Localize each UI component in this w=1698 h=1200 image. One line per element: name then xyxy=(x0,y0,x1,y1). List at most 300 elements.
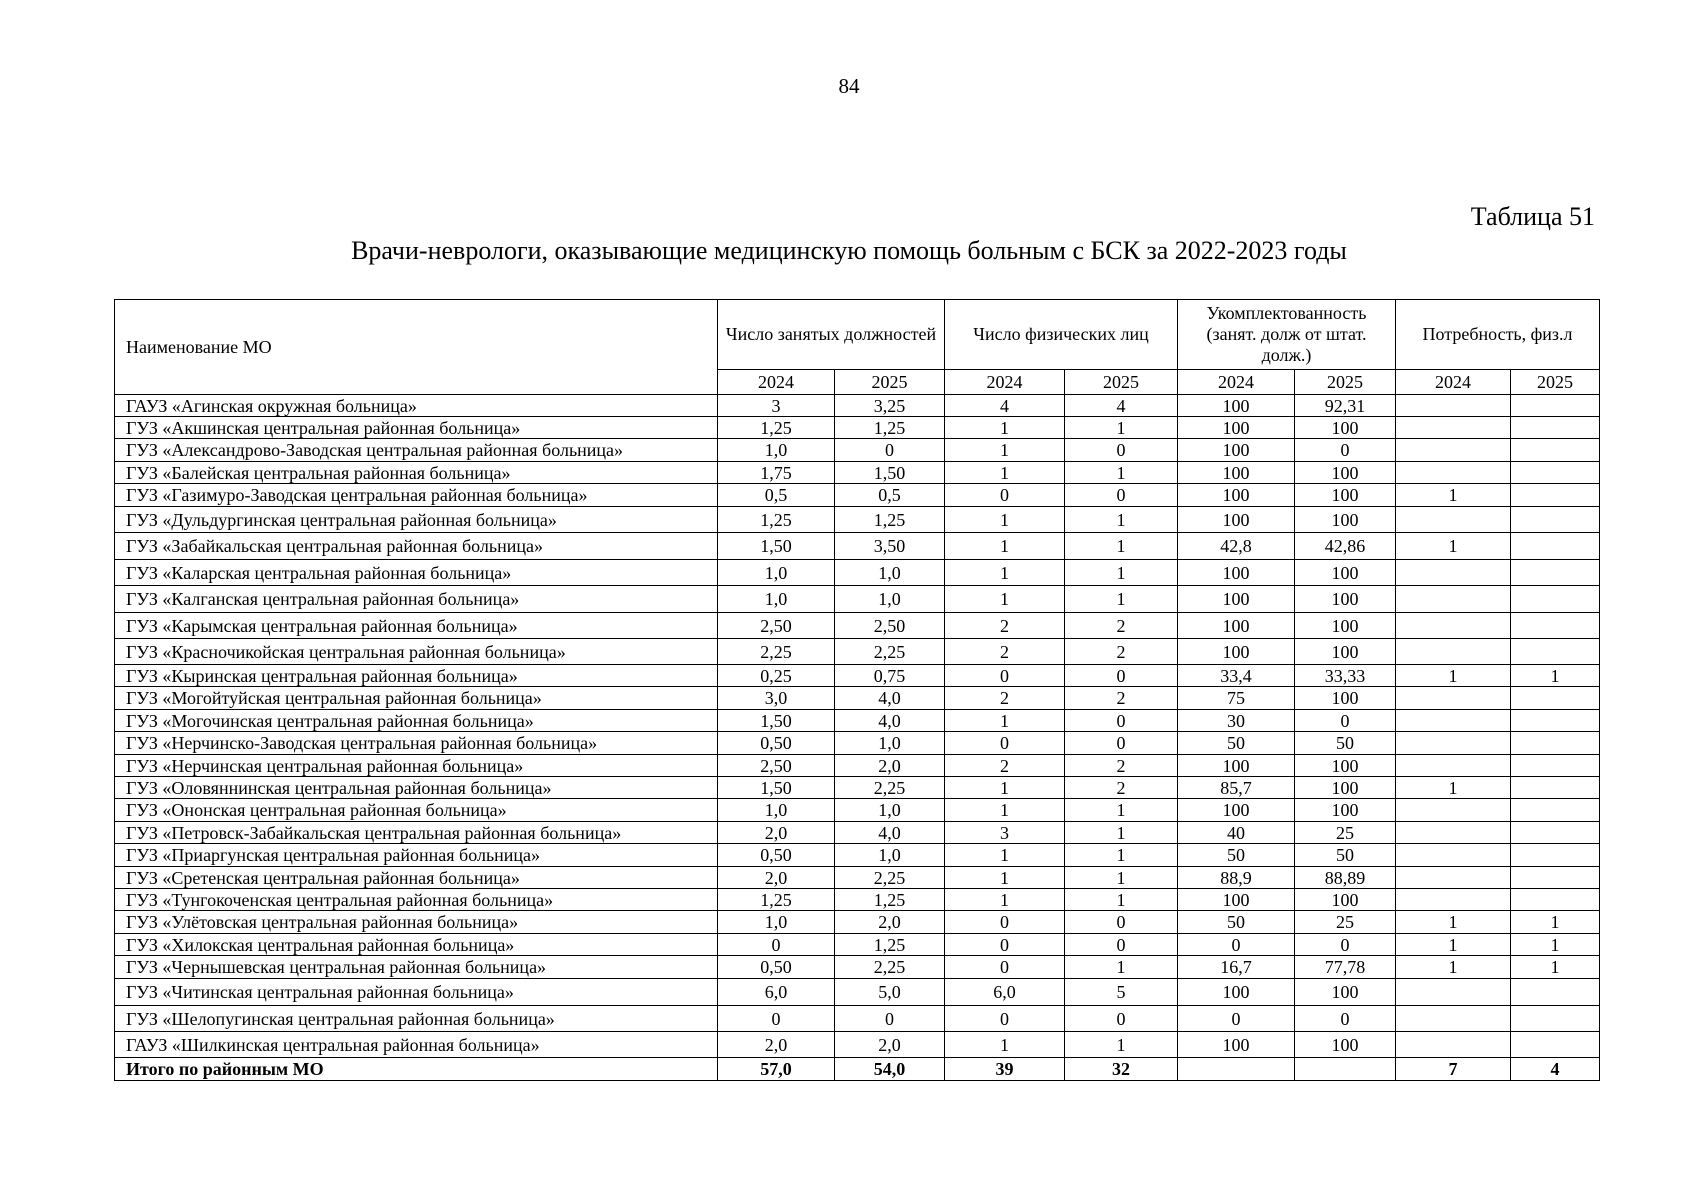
value-cell: 100 xyxy=(1295,484,1396,507)
value-cell xyxy=(1396,755,1511,777)
mo-name-cell: ГУЗ «Ононская центральная районная больница» xyxy=(115,799,718,822)
value-cell: 1,25 xyxy=(835,934,945,956)
value-cell: 5 xyxy=(1065,979,1178,1006)
value-cell: 1,25 xyxy=(835,889,945,911)
table-row xyxy=(115,462,1600,484)
value-cell: 50 xyxy=(1178,911,1295,934)
mo-name-cell: ГУЗ «Петровск-Забайкальская центральная районная больница» xyxy=(115,822,718,844)
value-cell: 2,0 xyxy=(718,1032,835,1058)
value-cell: 0 xyxy=(945,956,1065,979)
value-cell: 1,0 xyxy=(718,560,835,586)
value-cell xyxy=(1511,822,1600,844)
header-row xyxy=(115,300,1600,370)
value-cell: 0 xyxy=(1065,665,1178,687)
mo-name-cell: ГУЗ «Каларская центральная районная больница» xyxy=(115,560,718,586)
value-cell: 30 xyxy=(1178,710,1295,732)
value-cell: 100 xyxy=(1295,560,1396,586)
value-cell: 1 xyxy=(1065,889,1178,911)
value-cell: 3,0 xyxy=(718,687,835,710)
value-cell: 2,25 xyxy=(835,777,945,799)
value-cell: 16,7 xyxy=(1178,956,1295,979)
mo-name-cell: ГУЗ «Александрово-Заводская центральная районная больница» xyxy=(115,439,718,462)
table-row xyxy=(115,867,1600,889)
value-cell: 1,0 xyxy=(835,586,945,613)
value-cell xyxy=(1396,844,1511,867)
value-cell: 1 xyxy=(945,867,1065,889)
value-cell: 1 xyxy=(1396,777,1511,799)
header-year: 2025 xyxy=(1295,370,1396,395)
value-cell: 0 xyxy=(1295,1006,1396,1032)
value-cell: 6,0 xyxy=(718,979,835,1006)
value-cell: 0 xyxy=(1295,439,1396,462)
value-cell: 1 xyxy=(1065,956,1178,979)
table-row xyxy=(115,395,1600,417)
value-cell: 0 xyxy=(835,439,945,462)
header-staffing: Укомплектованность (занят. долж от штат. долж.) xyxy=(1178,300,1396,370)
header-year: 2025 xyxy=(1065,370,1178,395)
value-cell: 0 xyxy=(1295,710,1396,732)
value-cell: 1 xyxy=(1065,417,1178,439)
value-cell: 1 xyxy=(945,533,1065,560)
value-cell: 1 xyxy=(945,889,1065,911)
value-cell: 0 xyxy=(1065,484,1178,507)
mo-name-cell: ГУЗ «Чернышевская центральная районная больница» xyxy=(115,956,718,979)
value-cell xyxy=(1396,732,1511,755)
value-cell: 2,25 xyxy=(835,639,945,665)
value-cell xyxy=(1396,889,1511,911)
total-value-cell xyxy=(1295,1058,1396,1081)
value-cell xyxy=(1511,687,1600,710)
value-cell: 75 xyxy=(1178,687,1295,710)
table-row xyxy=(115,586,1600,613)
value-cell: 2 xyxy=(945,613,1065,639)
value-cell: 1 xyxy=(1511,911,1600,934)
value-cell: 2 xyxy=(1065,613,1178,639)
value-cell: 100 xyxy=(1178,560,1295,586)
table-number: Таблица 51 xyxy=(1470,202,1595,231)
table-row xyxy=(115,507,1600,533)
table-row xyxy=(115,934,1600,956)
value-cell: 1,0 xyxy=(835,732,945,755)
value-cell: 1,25 xyxy=(835,417,945,439)
value-cell: 1,25 xyxy=(835,507,945,533)
value-cell: 2,0 xyxy=(835,911,945,934)
value-cell: 2 xyxy=(1065,777,1178,799)
value-cell: 1 xyxy=(1511,934,1600,956)
value-cell: 3,50 xyxy=(835,533,945,560)
value-cell: 1 xyxy=(1396,484,1511,507)
value-cell: 100 xyxy=(1178,755,1295,777)
value-cell: 2,25 xyxy=(718,639,835,665)
header-year: 2025 xyxy=(1511,370,1600,395)
value-cell xyxy=(1396,687,1511,710)
value-cell: 0 xyxy=(945,484,1065,507)
value-cell xyxy=(1511,586,1600,613)
value-cell: 0 xyxy=(1178,934,1295,956)
value-cell: 1,50 xyxy=(718,777,835,799)
table-row xyxy=(115,979,1600,1006)
value-cell xyxy=(1511,639,1600,665)
value-cell xyxy=(1511,560,1600,586)
value-cell: 2,0 xyxy=(835,1032,945,1058)
table-row xyxy=(115,665,1600,687)
header-name: Наименование МО xyxy=(115,300,718,395)
value-cell: 0 xyxy=(1065,911,1178,934)
value-cell xyxy=(1396,1032,1511,1058)
value-cell xyxy=(1396,639,1511,665)
value-cell: 100 xyxy=(1295,889,1396,911)
value-cell: 0,50 xyxy=(718,844,835,867)
mo-name-cell: ГУЗ «Красночикойская центральная районная больница» xyxy=(115,639,718,665)
value-cell: 6,0 xyxy=(945,979,1065,1006)
value-cell: 0 xyxy=(945,934,1065,956)
value-cell: 50 xyxy=(1178,844,1295,867)
table-row xyxy=(115,732,1600,755)
value-cell: 2,0 xyxy=(718,822,835,844)
value-cell: 100 xyxy=(1178,395,1295,417)
table-row xyxy=(115,484,1600,507)
value-cell: 100 xyxy=(1178,1032,1295,1058)
table-row xyxy=(115,439,1600,462)
value-cell: 100 xyxy=(1178,586,1295,613)
value-cell xyxy=(1511,710,1600,732)
value-cell: 1 xyxy=(1396,533,1511,560)
value-cell xyxy=(1511,533,1600,560)
value-cell: 0,75 xyxy=(835,665,945,687)
value-cell xyxy=(1396,439,1511,462)
mo-name-cell: ГУЗ «Акшинская центральная районная больница» xyxy=(115,417,718,439)
value-cell: 2,50 xyxy=(835,613,945,639)
total-value-cell: 54,0 xyxy=(835,1058,945,1081)
value-cell: 3,25 xyxy=(835,395,945,417)
value-cell: 2,50 xyxy=(718,613,835,639)
value-cell: 100 xyxy=(1178,613,1295,639)
page-number: 84 xyxy=(838,74,860,98)
value-cell: 3 xyxy=(945,822,1065,844)
value-cell: 100 xyxy=(1178,484,1295,507)
value-cell: 1 xyxy=(1065,844,1178,867)
header-positions: Число занятых должностей xyxy=(718,300,945,370)
value-cell: 0 xyxy=(945,1006,1065,1032)
header-need: Потребность, физ.л xyxy=(1396,300,1600,370)
value-cell: 0 xyxy=(1065,439,1178,462)
table-body xyxy=(115,395,1600,1081)
total-value-cell: 57,0 xyxy=(718,1058,835,1081)
mo-name-cell: ГУЗ «Приаргунская центральная районная больница» xyxy=(115,844,718,867)
header-year: 2024 xyxy=(718,370,835,395)
value-cell: 88,89 xyxy=(1295,867,1396,889)
value-cell: 4,0 xyxy=(835,687,945,710)
mo-name-cell: ГУЗ «Дульдургинская центральная районная больница» xyxy=(115,507,718,533)
header-persons: Число физических лиц xyxy=(945,300,1178,370)
mo-name-cell: ГУЗ «Шелопугинская центральная районная больница» xyxy=(115,1006,718,1032)
value-cell: 1 xyxy=(1396,911,1511,934)
value-cell xyxy=(1511,799,1600,822)
value-cell: 2 xyxy=(945,755,1065,777)
value-cell: 0 xyxy=(718,1006,835,1032)
value-cell: 2 xyxy=(945,639,1065,665)
value-cell: 1 xyxy=(1065,799,1178,822)
value-cell: 100 xyxy=(1178,462,1295,484)
value-cell: 0 xyxy=(945,665,1065,687)
total-row xyxy=(115,1058,1600,1081)
value-cell: 100 xyxy=(1295,417,1396,439)
value-cell: 88,9 xyxy=(1178,867,1295,889)
mo-name-cell: ГУЗ «Карымская центральная районная больница» xyxy=(115,613,718,639)
value-cell: 1 xyxy=(945,777,1065,799)
mo-name-cell: ГУЗ «Улётовская центральная районная больница» xyxy=(115,911,718,934)
mo-name-cell: ГУЗ «Сретенская центральная районная больница» xyxy=(115,867,718,889)
value-cell: 100 xyxy=(1295,799,1396,822)
table-row xyxy=(115,777,1600,799)
table-row xyxy=(115,1006,1600,1032)
value-cell: 1,0 xyxy=(835,799,945,822)
value-cell: 1,50 xyxy=(718,533,835,560)
value-cell xyxy=(1511,1006,1600,1032)
mo-name-cell: ГУЗ «Нерчинско-Заводская центральная районная больница» xyxy=(115,732,718,755)
value-cell: 2,0 xyxy=(835,755,945,777)
table-row xyxy=(115,889,1600,911)
value-cell: 0 xyxy=(945,911,1065,934)
value-cell: 1 xyxy=(945,560,1065,586)
mo-name-cell: ГУЗ «Кыринская центральная районная больница» xyxy=(115,665,718,687)
value-cell: 100 xyxy=(1295,755,1396,777)
value-cell: 50 xyxy=(1178,732,1295,755)
value-cell xyxy=(1396,507,1511,533)
value-cell xyxy=(1511,889,1600,911)
value-cell xyxy=(1511,1032,1600,1058)
mo-name-cell: ГУЗ «Газимуро-Заводская центральная районная больница» xyxy=(115,484,718,507)
value-cell: 100 xyxy=(1295,1032,1396,1058)
value-cell: 1 xyxy=(1511,665,1600,687)
value-cell: 1 xyxy=(945,507,1065,533)
value-cell: 0,5 xyxy=(835,484,945,507)
value-cell xyxy=(1511,613,1600,639)
value-cell: 100 xyxy=(1295,613,1396,639)
value-cell xyxy=(1396,979,1511,1006)
table-row xyxy=(115,560,1600,586)
value-cell: 2,0 xyxy=(718,867,835,889)
total-value-cell xyxy=(1178,1058,1295,1081)
value-cell xyxy=(1511,395,1600,417)
header-year: 2024 xyxy=(1396,370,1511,395)
value-cell: 0 xyxy=(1065,1006,1178,1032)
value-cell: 1,75 xyxy=(718,462,835,484)
value-cell xyxy=(1511,462,1600,484)
value-cell: 1,0 xyxy=(718,586,835,613)
value-cell: 1,0 xyxy=(835,560,945,586)
total-value-cell: 4 xyxy=(1511,1058,1600,1081)
value-cell: 2 xyxy=(945,687,1065,710)
value-cell xyxy=(1396,417,1511,439)
value-cell: 100 xyxy=(1178,417,1295,439)
value-cell: 1,25 xyxy=(718,889,835,911)
table-row xyxy=(115,533,1600,560)
table-row xyxy=(115,687,1600,710)
value-cell: 1,0 xyxy=(835,844,945,867)
value-cell: 0 xyxy=(1178,1006,1295,1032)
value-cell: 50 xyxy=(1295,844,1396,867)
value-cell: 2,25 xyxy=(835,867,945,889)
value-cell: 50 xyxy=(1295,732,1396,755)
table-row xyxy=(115,613,1600,639)
value-cell: 0 xyxy=(945,732,1065,755)
value-cell: 0 xyxy=(1065,710,1178,732)
value-cell: 92,31 xyxy=(1295,395,1396,417)
value-cell: 1 xyxy=(1396,934,1511,956)
value-cell: 5,0 xyxy=(835,979,945,1006)
header-year: 2025 xyxy=(835,370,945,395)
value-cell xyxy=(1396,1006,1511,1032)
mo-name-cell: ГУЗ «Забайкальская центральная районная больница» xyxy=(115,533,718,560)
value-cell xyxy=(1511,777,1600,799)
value-cell: 0,50 xyxy=(718,732,835,755)
value-cell: 1 xyxy=(945,462,1065,484)
value-cell xyxy=(1396,462,1511,484)
value-cell: 1,0 xyxy=(718,911,835,934)
value-cell: 1 xyxy=(945,1032,1065,1058)
value-cell: 1 xyxy=(1065,462,1178,484)
value-cell: 100 xyxy=(1178,799,1295,822)
mo-name-cell: ГУЗ «Тунгокоченская центральная районная больница» xyxy=(115,889,718,911)
header-year: 2024 xyxy=(945,370,1065,395)
mo-name-cell: ГУЗ «Нерчинская центральная районная больница» xyxy=(115,755,718,777)
value-cell xyxy=(1511,507,1600,533)
value-cell: 1 xyxy=(945,417,1065,439)
mo-name-cell: ГУЗ «Могочинская центральная районная больница» xyxy=(115,710,718,732)
value-cell: 1,0 xyxy=(718,439,835,462)
value-cell: 100 xyxy=(1178,439,1295,462)
value-cell: 0 xyxy=(718,934,835,956)
value-cell: 1 xyxy=(945,710,1065,732)
value-cell: 100 xyxy=(1178,979,1295,1006)
value-cell: 100 xyxy=(1295,979,1396,1006)
value-cell: 1 xyxy=(945,844,1065,867)
value-cell: 100 xyxy=(1295,687,1396,710)
value-cell: 42,86 xyxy=(1295,533,1396,560)
mo-name-cell: ГУЗ «Читинская центральная районная больница» xyxy=(115,979,718,1006)
value-cell xyxy=(1511,844,1600,867)
value-cell: 0 xyxy=(835,1006,945,1032)
value-cell: 0 xyxy=(1295,934,1396,956)
value-cell: 85,7 xyxy=(1178,777,1295,799)
value-cell: 100 xyxy=(1295,777,1396,799)
value-cell: 33,33 xyxy=(1295,665,1396,687)
total-value-cell: 32 xyxy=(1065,1058,1178,1081)
value-cell: 1 xyxy=(945,439,1065,462)
value-cell: 4 xyxy=(1065,395,1178,417)
value-cell: 100 xyxy=(1295,507,1396,533)
value-cell: 1,25 xyxy=(718,417,835,439)
value-cell xyxy=(1511,439,1600,462)
value-cell: 1 xyxy=(1065,1032,1178,1058)
value-cell: 1 xyxy=(1396,665,1511,687)
value-cell: 40 xyxy=(1178,822,1295,844)
value-cell: 0,25 xyxy=(718,665,835,687)
value-cell xyxy=(1511,417,1600,439)
value-cell: 1,50 xyxy=(718,710,835,732)
value-cell xyxy=(1396,799,1511,822)
value-cell: 4,0 xyxy=(835,710,945,732)
table-row xyxy=(115,799,1600,822)
value-cell: 100 xyxy=(1178,889,1295,911)
table-row xyxy=(115,417,1600,439)
value-cell: 1 xyxy=(1065,867,1178,889)
value-cell: 1 xyxy=(1065,586,1178,613)
value-cell: 1 xyxy=(1065,507,1178,533)
table-row xyxy=(115,911,1600,934)
table-row xyxy=(115,639,1600,665)
value-cell: 1 xyxy=(1065,822,1178,844)
value-cell xyxy=(1511,979,1600,1006)
value-cell: 100 xyxy=(1178,507,1295,533)
value-cell xyxy=(1396,867,1511,889)
value-cell xyxy=(1511,867,1600,889)
value-cell: 100 xyxy=(1295,586,1396,613)
value-cell: 1 xyxy=(1065,560,1178,586)
value-cell xyxy=(1396,560,1511,586)
value-cell xyxy=(1511,484,1600,507)
mo-name-cell: ГАУЗ «Агинская окружная больница» xyxy=(115,395,718,417)
value-cell: 25 xyxy=(1295,911,1396,934)
value-cell: 1 xyxy=(1065,533,1178,560)
value-cell: 0 xyxy=(1065,934,1178,956)
total-value-cell: 39 xyxy=(945,1058,1065,1081)
table-title: Врачи-неврологи, оказывающие медицинскую помощь больным с БСК за 2022-2023 годы xyxy=(351,236,1347,265)
table-row xyxy=(115,710,1600,732)
value-cell: 3 xyxy=(718,395,835,417)
mo-name-cell: ГАУЗ «Шилкинская центральная районная больница» xyxy=(115,1032,718,1058)
header-year: 2024 xyxy=(1178,370,1295,395)
value-cell: 1 xyxy=(945,586,1065,613)
value-cell xyxy=(1396,613,1511,639)
table-row xyxy=(115,1032,1600,1058)
total-label-cell: Итого по районным МО xyxy=(115,1058,718,1081)
value-cell: 33,4 xyxy=(1178,665,1295,687)
value-cell: 1 xyxy=(1511,956,1600,979)
value-cell: 2,50 xyxy=(718,755,835,777)
value-cell: 2 xyxy=(1065,755,1178,777)
value-cell: 77,78 xyxy=(1295,956,1396,979)
value-cell: 0,5 xyxy=(718,484,835,507)
value-cell: 1 xyxy=(945,799,1065,822)
value-cell: 2 xyxy=(1065,687,1178,710)
value-cell: 2 xyxy=(1065,639,1178,665)
value-cell: 25 xyxy=(1295,822,1396,844)
table-row xyxy=(115,956,1600,979)
value-cell xyxy=(1396,710,1511,732)
value-cell: 1,25 xyxy=(718,507,835,533)
value-cell: 4 xyxy=(945,395,1065,417)
value-cell: 0,50 xyxy=(718,956,835,979)
value-cell: 42,8 xyxy=(1178,533,1295,560)
value-cell: 4,0 xyxy=(835,822,945,844)
table-row xyxy=(115,822,1600,844)
value-cell xyxy=(1396,586,1511,613)
mo-name-cell: ГУЗ «Хилокская центральная районная больница» xyxy=(115,934,718,956)
total-value-cell: 7 xyxy=(1396,1058,1511,1081)
value-cell: 100 xyxy=(1178,639,1295,665)
value-cell: 100 xyxy=(1295,462,1396,484)
value-cell xyxy=(1396,822,1511,844)
value-cell: 1 xyxy=(1396,956,1511,979)
value-cell xyxy=(1511,755,1600,777)
value-cell: 1,50 xyxy=(835,462,945,484)
value-cell: 1,0 xyxy=(718,799,835,822)
table-row xyxy=(115,755,1600,777)
value-cell: 2,25 xyxy=(835,956,945,979)
value-cell: 100 xyxy=(1295,639,1396,665)
